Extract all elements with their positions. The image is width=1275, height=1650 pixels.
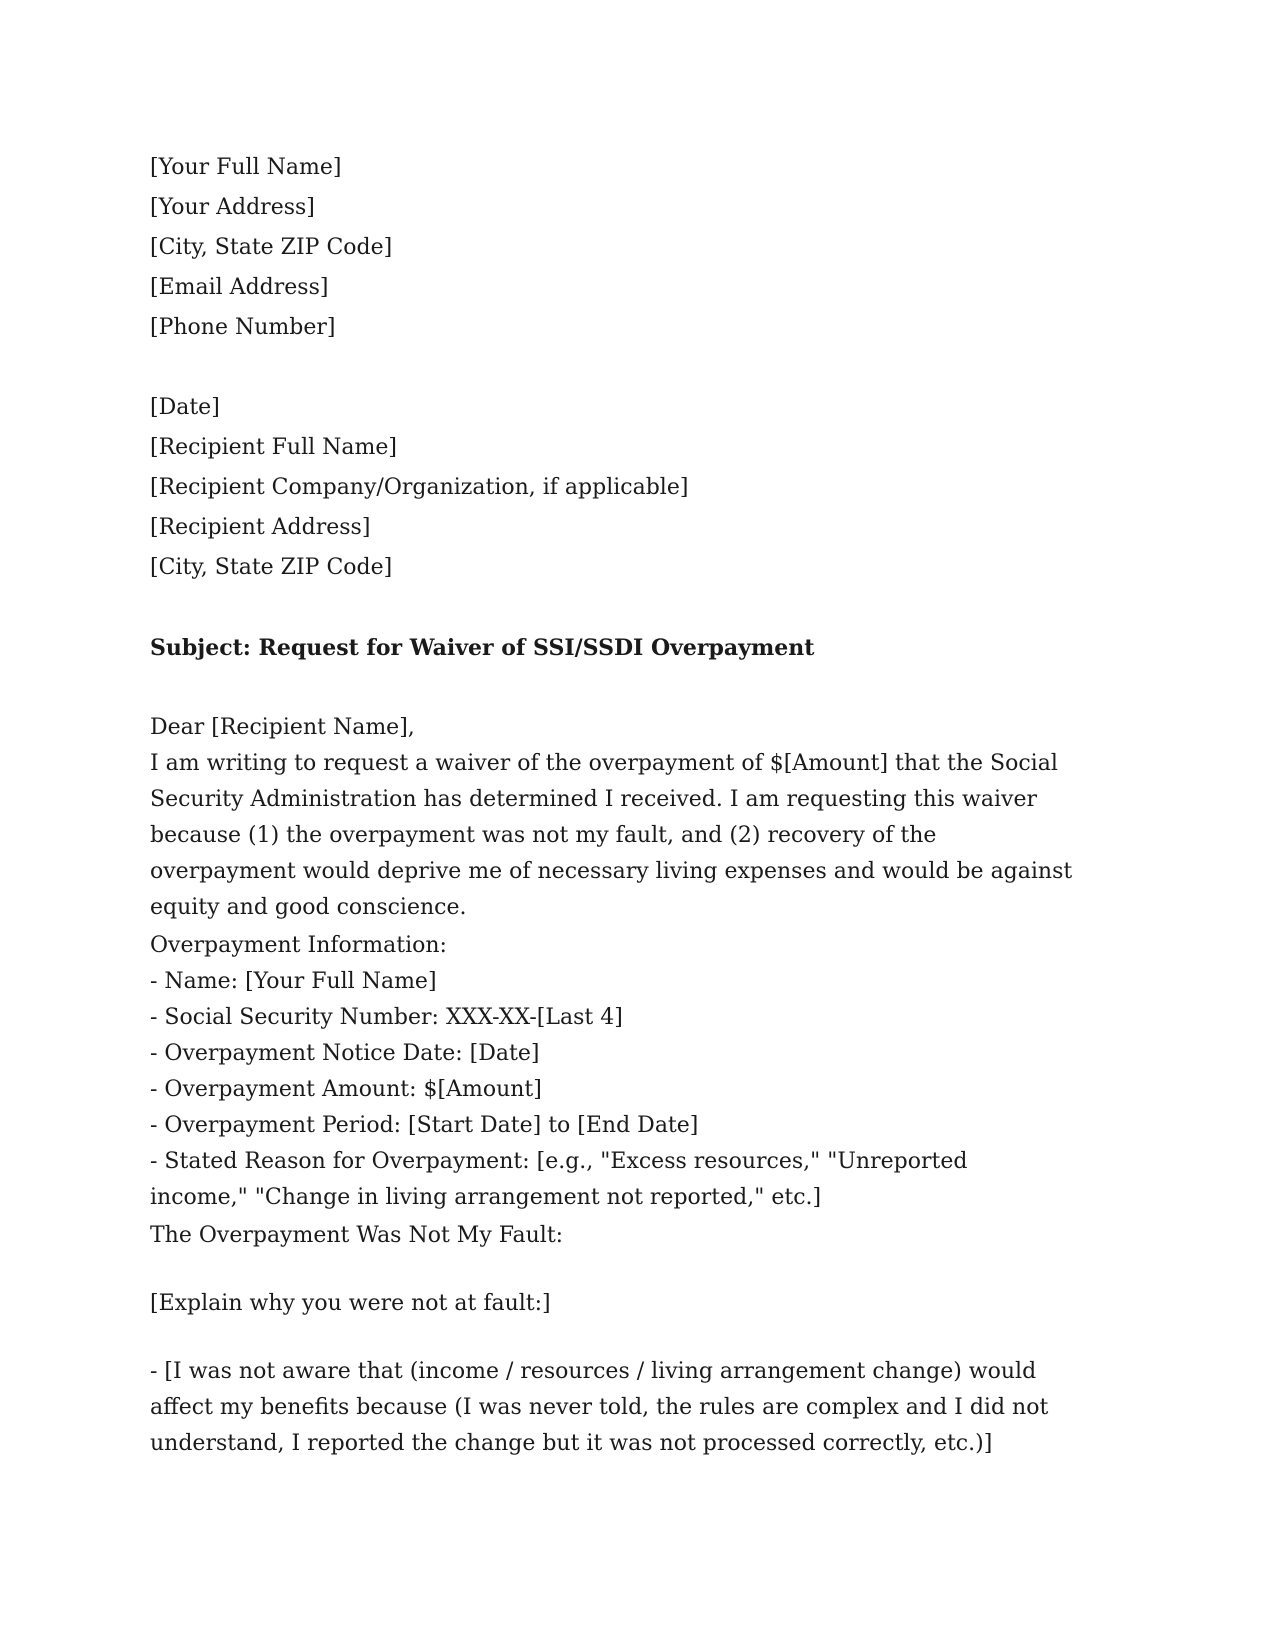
subject-line: Subject: Request for Waiver of SSI/SSDI Overpayment xyxy=(150,635,815,661)
info-item-notice-date: - Overpayment Notice Date: [Date] xyxy=(150,1041,540,1066)
sender-email: [Email Address] xyxy=(150,275,329,300)
overpayment-info-heading: Overpayment Information: xyxy=(150,933,447,958)
spacer xyxy=(150,668,1130,708)
info-item-ssn: - Social Security Number: XXX-XX-[Last 4] xyxy=(150,1005,623,1030)
recipient-address: [Recipient Address] xyxy=(150,515,371,540)
recipient-block xyxy=(150,428,1130,588)
recipient-company: [Recipient Company/Organization, if applicable] xyxy=(150,475,689,500)
info-item-name: - Name: [Your Full Name] xyxy=(150,969,437,994)
recipient-name: [Recipient Full Name] xyxy=(150,435,397,460)
not-my-fault-heading: The Overpayment Was Not My Fault: xyxy=(150,1223,564,1248)
not-my-fault-instruction: [Explain why you were not at fault:] xyxy=(150,1291,551,1316)
overpayment-information xyxy=(150,928,1130,1216)
info-item-reason: - Stated Reason for Overpayment: [e.g., "Excess resources," "Unreported income," "Change in living arrangement not reported," etc.] xyxy=(150,1149,968,1210)
spacer xyxy=(150,1254,1130,1286)
info-item-period: - Overpayment Period: [Start Date] to [End Date] xyxy=(150,1113,699,1138)
spacer xyxy=(150,588,1130,628)
info-item-amount: - Overpayment Amount: $[Amount] xyxy=(150,1077,542,1102)
salutation: Dear [Recipient Name], xyxy=(150,715,415,740)
letter-page xyxy=(150,148,1130,1462)
sender-address: [Your Address] xyxy=(150,195,315,220)
sender-block xyxy=(150,148,1130,348)
sender-phone: [Phone Number] xyxy=(150,315,336,340)
not-my-fault-bullet: - [I was not aware that (income / resources / living arrangement change) would affect my benefits because (I was never told, the rules are complex and I did not understand, I reported the change but it was not processed correctly, etc.)] xyxy=(150,1359,1049,1456)
recipient-city-state-zip: [City, State ZIP Code] xyxy=(150,555,393,580)
spacer xyxy=(150,348,1130,388)
letter-date: [Date] xyxy=(150,395,220,420)
spacer xyxy=(150,1322,1130,1354)
sender-city-state-zip: [City, State ZIP Code] xyxy=(150,235,393,260)
sender-name: [Your Full Name] xyxy=(150,155,342,180)
intro-paragraph: I am writing to request a waiver of the overpayment of $[Amount] that the Social Security Administration has determined I received. I am requesting this waiver because (1) the overpayment was not my fault, and (2) recovery of the overpayment would deprive me of necessary living expenses and would be against equity and good conscience. xyxy=(150,751,1073,920)
